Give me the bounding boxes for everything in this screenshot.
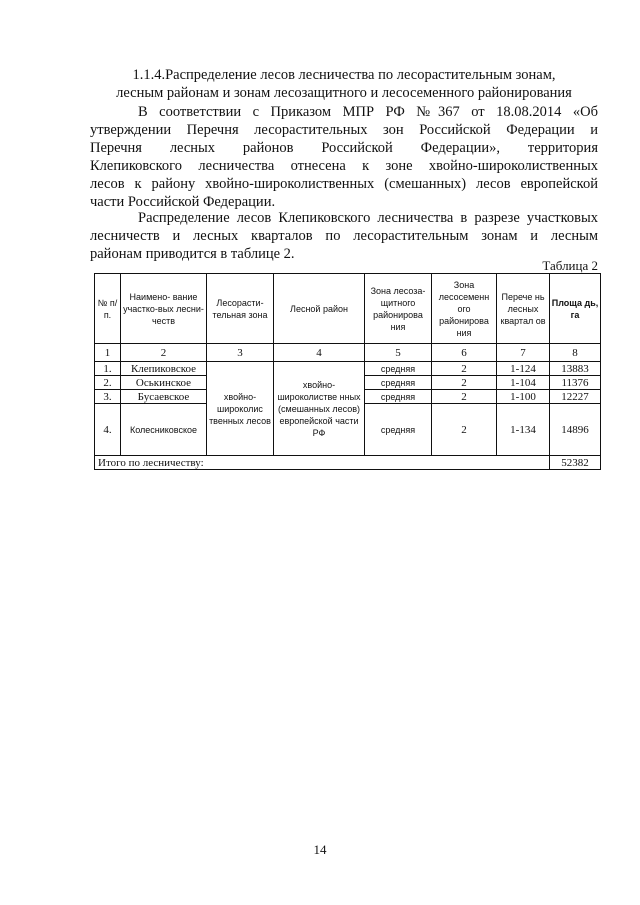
paragraph-line: Перечня лесных районов Российской Федерации», территория [90, 140, 598, 156]
row-area: 12227 [550, 390, 601, 404]
row-area: 14896 [550, 404, 601, 456]
column-number-row [95, 344, 601, 362]
column-number: 3 [207, 344, 274, 362]
total-label: Итого по лесничеству: [95, 456, 550, 470]
row-area: 13883 [550, 362, 601, 376]
row-seed-zone: 2 [432, 376, 497, 390]
column-number: 6 [432, 344, 497, 362]
paragraph-order-reference [90, 103, 598, 211]
paragraph-line: лесов к району хвойно-широколиственных (смешанных) лесов европейской [90, 176, 598, 192]
paragraph-line: утверждении Перечня лесорастительных зон Российской Федерации и [90, 122, 598, 138]
header-protection-zone: Зона лесоза- щитного районирова ния [365, 274, 432, 344]
row-no: 3. [95, 390, 121, 404]
table-caption: Таблица 2 [542, 258, 598, 273]
column-number: 1 [95, 344, 121, 362]
row-no: 4. [95, 404, 121, 456]
paragraph-line: части Российской Федерации. [90, 194, 276, 210]
paragraph-line: Распределение лесов Клепиковского лесничества в разрезе участковых [138, 210, 598, 226]
paragraph-line: лесничеств и лесных кварталов по лесорастительным зонам и лесным [90, 228, 598, 244]
paragraph-line: районам приводится в таблице 2. [90, 246, 295, 262]
section-heading-line-2: лесным районам и зонам лесозащитного и лесосеменного районирования [116, 85, 572, 101]
row-seed-zone: 2 [432, 390, 497, 404]
row-seed-zone: 2 [432, 362, 497, 376]
column-number: 8 [550, 344, 601, 362]
forest-distribution-table [94, 273, 601, 470]
table-header-row [95, 274, 601, 344]
table-total-row [95, 456, 601, 470]
paragraph-line: Клепиковского лесничества отнесена к зоне хвойно-широколиственных [90, 158, 598, 174]
row-protection-zone: средняя [365, 390, 432, 404]
row-name: Колесниковское [121, 404, 207, 456]
row-name: Клепиковское [121, 362, 207, 376]
row-name: Оськинское [121, 376, 207, 390]
row-quarters: 1-124 [497, 362, 550, 376]
row-protection-zone: средняя [365, 404, 432, 456]
row-protection-zone: средняя [365, 362, 432, 376]
header-name: Наимено- вание участко-вых лесни-честв [121, 274, 207, 344]
row-name: Бусаевское [121, 390, 207, 404]
section-heading-line-1: 1.1.4.Распределение лесов лесничества по лесорастительным зонам, [132, 67, 556, 83]
table-row [95, 362, 601, 376]
header-zone: Лесорасти- тельная зона [207, 274, 274, 344]
merged-district-cell: хвойно- широколистве нных (смешанных лесов) европейской части РФ [274, 362, 365, 456]
paragraph-line: В соответствии с Приказом МПР РФ №367 от 18.08.2014 «Об [138, 104, 598, 120]
row-quarters: 1-134 [497, 404, 550, 456]
paragraph-table-intro [90, 209, 598, 263]
row-seed-zone: 2 [432, 404, 497, 456]
row-protection-zone: средняя [365, 376, 432, 390]
row-quarters: 1-100 [497, 390, 550, 404]
header-district: Лесной район [274, 274, 365, 344]
header-area: Площа дь, га [550, 274, 601, 344]
header-no: № п/ п. [95, 274, 121, 344]
header-seed-zone: Зона лесосеменн ого районирова ния [432, 274, 497, 344]
row-quarters: 1-104 [497, 376, 550, 390]
column-number: 5 [365, 344, 432, 362]
column-number: 4 [274, 344, 365, 362]
merged-zone-cell: хвойно- широколис твенных лесов [207, 362, 274, 456]
row-no: 2. [95, 376, 121, 390]
row-no: 1. [95, 362, 121, 376]
section-heading [90, 66, 598, 102]
page-number: 14 [313, 842, 327, 857]
row-area: 11376 [550, 376, 601, 390]
column-number: 7 [497, 344, 550, 362]
header-quarters: Перече нь лесных квартал ов [497, 274, 550, 344]
column-number: 2 [121, 344, 207, 362]
total-value: 52382 [550, 456, 601, 470]
